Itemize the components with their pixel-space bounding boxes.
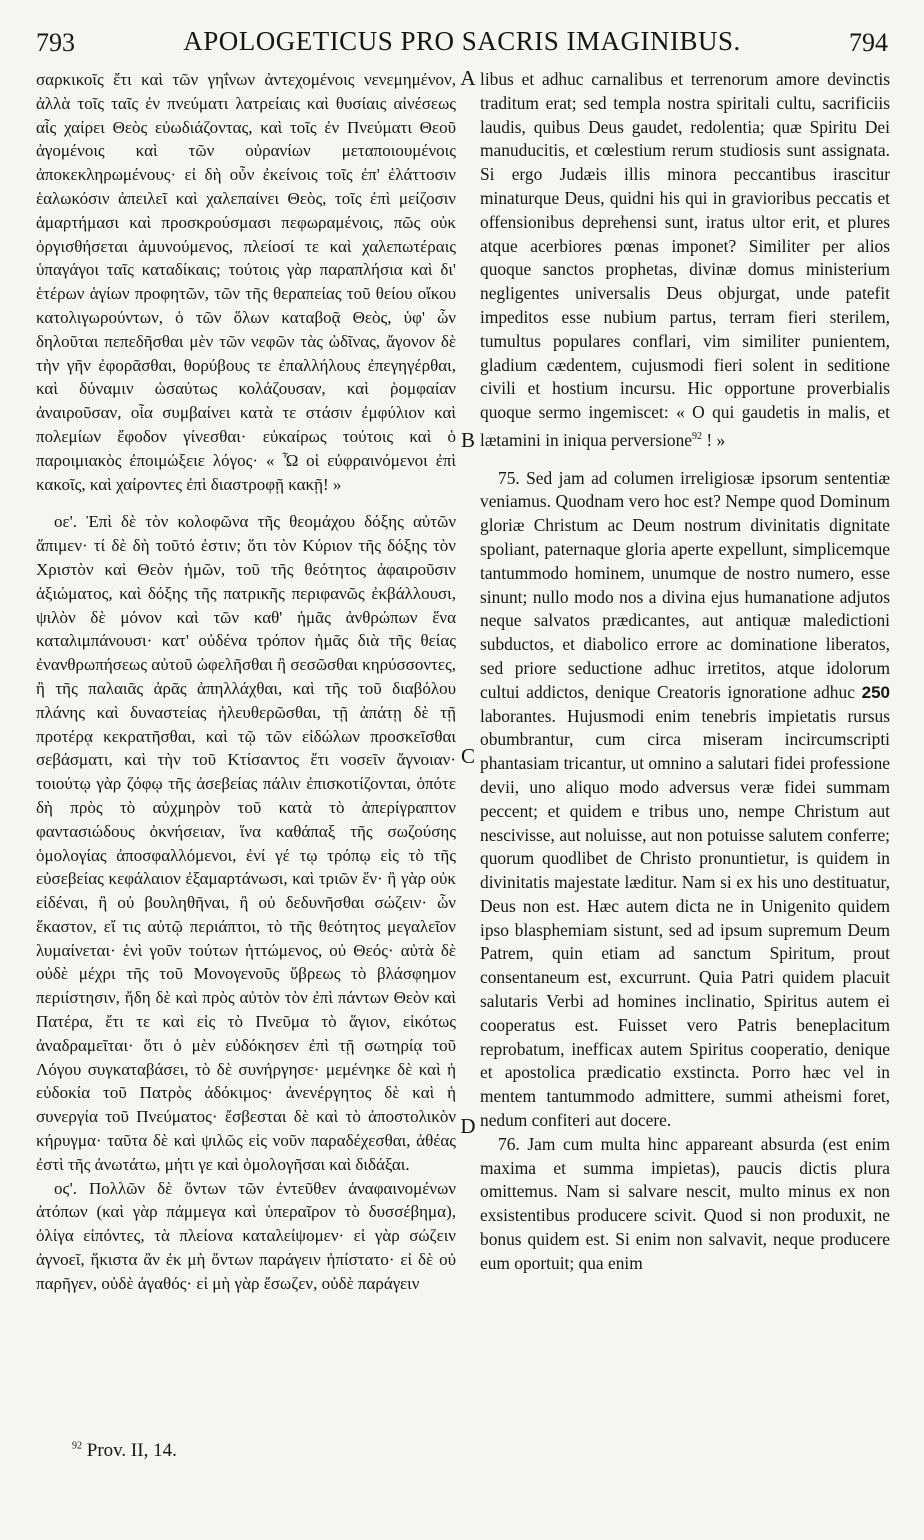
margin-letter-d: D (460, 1114, 476, 1138)
latin-paragraph-75 (480, 467, 890, 1133)
greek-paragraph-75: οε'. Ἐπὶ δὲ τὸν κολοφῶνα τῆς θεομάχου δόξης αὐτῶν ἄπιμεν· τί δὲ δὴ τοῦτό ἐστιν; ὅτι τὸν Κύριον τῆς δόξης τὸν Χριστὸν καὶ Θεὸν ἡμῶν, τοῦ τῆς θεότητος ἀφαιροῦσιν ἀξιώματος, καὶ δόξης τῆς πατρικῆς περιφανῶς ἐκβάλλουσι, ψιλὸν δὲ μόνον καὶ τῶν καθ' ἡμᾶς ἀνθρώπων ἕνα καταλιμπάνουσι· κατ' οὐδένα τρόπον ἡμᾶς διὰ τῆς θείας ἐνανθρωπήσεως αὐτοῦ ὠφελῆσθαι ἢ σεσῶσθαι κηρύσσοντες, ἢ τῆς παλαιᾶς ἀρᾶς ἀπηλλάχθαι, καὶ τῆς τοῦ διαβόλου πλάνης καὶ δυναστείας ἠλευθερῶσθαι, τῇ ἀπάτῃ δὲ τῇ προτέρᾳ κεκρατῆσθαι, καὶ τῷ τῶν εἰδώλων προσκεῖσθαι σεβάσματι, καὶ τὴν τοῦ Κτίσαντος ἔτι νοσεῖν ἄγνοιαν· τοιούτῳ γὰρ ζόφῳ τῆς ἀσεβείας πάλιν ἐπισκοτίζονται, ὁπότε δὴ πρὸς τὸ αὐχμηρὸν τοῦ κατὰ τὸ ἀπερίγραπτον φαντασιώδους ὀκνήσειαν, ἵνα καθάπαξ τῆς σωζούσης ὁμολογίας ἀποσφαλλόμενοι, ἐνί γέ τῳ τρόπῳ εἰς τὸ τῆς εὐσεβείας κεφάλαιον ἐξαμαρτάνωσι, καὶ τριῶν ἕν· ἢ γὰρ οὐκ εἰδέναι, ἢ οὐ βουληθῆναι, ἢ οὐ δεδυνῆσθαι σώζειν· ὧν ἕκαστον, εἴ τις αὐτῷ περιάπτοι, τὸ τῆς θεότητος μεγαλεῖον λυμαίνεται· ἑνὶ γοῦν τούτων ἡττώμενος, οὐ Θεός· αὐτὰ δὲ οὐδὲ μέχρι τῆς τοῦ Μονογενοῦς ὕβρεως τὸ βλάσφημον περιίστησιν, ἤδη δὲ καὶ πρὸς αὐτὸν τὸν ἐπὶ πάντων Θεὸν καὶ Πατέρα, ἔτι τε καὶ εἰς τὸ Πνεῦμα τὸ ἅγιον, εἰκότως ἀναδραμεῖται· ὅτι ὁ μὲν εὐδόκησεν ἐπὶ τῇ σωτηρίᾳ τοῦ Λόγου συγκαταβάσει, τὸ δὲ συνήργησε· μεμένηκε δὲ καὶ ἡ εὐδοκία τοῦ Πατρὸς ἀδόκιμος· ἀνενέργητος δὲ καὶ ἡ συνεργία τοῦ Πνεύματος· ἔσβεσται δὲ καὶ τὸ ἀποστολικὸν κήρυγμα· ταῦτα δὲ καὶ ψιλῶς εἰς νοῦν παραδέχεσθαι, ἀθέας ἐστὶ τῆς ἀνωτάτω, μήτι γε καὶ ὁμολογῆσαι καὶ διδάξαι. (36, 512, 456, 1174)
margin-letter-a: A (460, 66, 476, 90)
latin-paragraph-1-text: libus et adhuc carnalibus et terrenorum amore devinctis traditum erat; sed templa nostra spiritali cultu, sacrificiis laudis, quibus Deus gaudet, redolentia; quæ Spiritu Dei manuducitis, et cœlestium rerum studiosis sunt assignata. Si ergo Judæis illis minora peccantibus irascitur minaturque Deus, quidni his qui in gravioribus peccatis et offensionibus deprehensi sunt, iratus ultor erit, et plures atque acerbiores pœnas imponet? Similiter per alios quoque sanctos prophetas, divinæ domus ministerium negligentes universalis Deus objurgat, unde patefit impeditos esse nubium partus, terram fieri sterilem, tumultus populares conflari, vim similiter punientem, gladium cædentem, cujusmodi fieri solent in seditione civili et hostium incursu. Hic opportune proverbialis quoque sermo ingemiscet: « O qui gaudetis in malis, et lætamini in iniqua perversione (480, 69, 890, 450)
page-header (36, 26, 888, 62)
footnote (72, 1440, 177, 1462)
footnote-ref: 92 (692, 430, 703, 442)
page-number-left: 793 (36, 28, 75, 57)
running-title: APOLOGETICUS PRO SACRIS IMAGINIBUS. (183, 26, 741, 56)
margin-letter-b: B (460, 428, 475, 452)
latin-paragraph-75-text: 75. Sed jam ad columen irreligiosæ ipsorum sententiæ veniamus. Quodnam vero hoc est? Nempe quod Dominum gloriæ Christum ac Deum nostrum divinitatis dignitate spoliant, paternaque gloria aperte expellunt, simplicemque tantummodo hominem, unumque de nostro numero, esse sinunt; nullo modo nos a divina ejus humanatione adjutos neque salvatos prædicantes, aut antiquæ maledictioni subductos, et diabolico errore ac dominatione liberatos, sed priore seductione adhuc irretitos, atque idolorum cultui addictos, denique Creatoris ignoratione adhuc (480, 467, 890, 702)
latin-paragraph-76: 76. Jam cum multa hinc appareant absurda (est enim maxima et summa impietas), paucis dictis plura omittemus. Nam si salvare nescit, multo minus ex non exsistentibus producere scivit. Quod si non produxit, ne bonus quidem est. Si enim non salvavit, neque producere eum oportuit; qua enim (480, 1133, 890, 1273)
margin-letter-c: C (460, 744, 475, 768)
page-number-right: 794 (849, 28, 888, 57)
greek-paragraph-76: οϛ'. Πολλῶν δὲ ὄντων τῶν ἐντεῦθεν ἀναφαινομένων ἀτόπων (καὶ γὰρ πάμμεγα καὶ ὑπεραῖρον τὸ δυσσέβημα), ὀλίγα εἰπόντες, τὰ πλείονα καταλείψομεν· εἰ γὰρ σώζειν ἀγνοεῖ, ἥκιστα ἂν ἐκ μὴ ὄντων παράγειν ἠπίστατο· εἰ δὲ οὐ παρῆγεν, οὐδὲ ἀγαθός· εἰ μὴ γὰρ ἔσωζεν, οὐδὲ παράγειν (36, 1178, 456, 1293)
footnote-number: 92 (72, 1440, 82, 1452)
latin-paragraph-75-rest: laborantes. Hujusmodi enim tenebris impietatis rursus obumbrantur, cum circa miseram incircumscripti phantasiam tricantur, ut omnino a salutari fidei professione devii, uno aliquo modo adversus veræ fidei summam peccent; et quidem e tribus uno, nempe Christum aut nescivisse, aut noluisse, aut non potuisse salutem conferre; quorum quodlibet de Christo pronuntietur, is quidem in divinitatis majestate læditur. Nam si ex his uno destituatur, Deus non est. Hæc autem dicta ne in Unigenito quidem ipso blasphemiam sistunt, sed ad ipsum supremum Deum Patrem, quin etiam ad sanctum Spiritum, prout consentaneum est, excurrunt. Quia Patri quidem placuit salutaris Verbi ad homines inclinatio, Spiritus autem ei cooperatus est. Fuisset vero Patris beneplacitum reprobatum, inefficax autem Spiritus cooperatio, denique et apostolica prædicatio exstincta. Porro hæc vel in mentem tantummodo admittere, summi atheismi foret, nedum confiteri aut docere. (480, 705, 890, 1131)
latin-paragraph-1 (480, 68, 890, 453)
greek-paragraph-1: σαρκικοῖς ἔτι καὶ τῶν γηΐνων ἀντεχομένοις νενεμημένον, ἀλλὰ τοῖς ταῖς ἐν πνεύματι λατρείαις καὶ θυσίαις αἰνέσεως αἷς χαίρει Θεὸς εὐωδιάζοντας, καὶ τοῖς ἐν Πνεύματι Θεοῦ ἀγομένοις καὶ τῶν οὐρανίων μεταποιουμένοις ἀποκεκληρωμένους· εἰ δὴ οὖν ἐκείνοις τοῖς ἐπ' ἐλάττοσιν ἑαλωκόσιν ἀπειλεῖ καὶ χαλεπαίνει Θεὸς, τοῖς ἐπὶ μείζοσιν ἁμαρτήμασι καὶ προσκρούσμασι πεφωραμένοις, πῶς οὐκ ὀργισθήσεται ἀμυνούμενος, πλείοσί τε καὶ χαλεπωτέραις ὑπαγάγοι ταῖς καταδίκαις; τούτοις γὰρ παραπλήσια καὶ δι' ἑτέρων ἁγίων προφητῶν, τῶν τῆς θεραπείας τοῦ θείου οἴκου κατολιγωρούντων, ὁ τῶν ὅλων καταβοᾷ Θεὸς, ὑφ' ὧν δηλοῦται πεπεδῆσθαι μὲν τῶν νεφῶν τὰς ὠδῖνας, ἄγονον δὲ τὴν γῆν ἐφορᾶσθαι, θορύβους τε ἐπαλλήλους ἐπεγηγέρθαι, καὶ δύναμιν ὡσαύτως κολάζουσαν, καὶ ῥομφαίαν ἀναιροῦσαν, οἷα συμβαίνει κατὰ τε στάσιν ἐμφύλιον καὶ πολεμίων ἔφοδον γίνεσθαι· εὐκαίρως τούτοις καὶ ὁ παροιμιακὸς ἐποιμώξειε λόγος· « Ὦ οἱ εὐφραινόμενοι ἐπὶ κακοῖς, καὶ χαίροντες ἐπὶ διαστροφῇ κακῇ! » (36, 70, 456, 494)
latin-paragraph-1-end: ! » (702, 429, 726, 450)
latin-column (480, 68, 890, 1276)
greek-column (36, 68, 456, 1296)
column-number-marker: 250 (861, 682, 890, 702)
footnote-text: Prov. II, 14. (82, 1440, 177, 1461)
